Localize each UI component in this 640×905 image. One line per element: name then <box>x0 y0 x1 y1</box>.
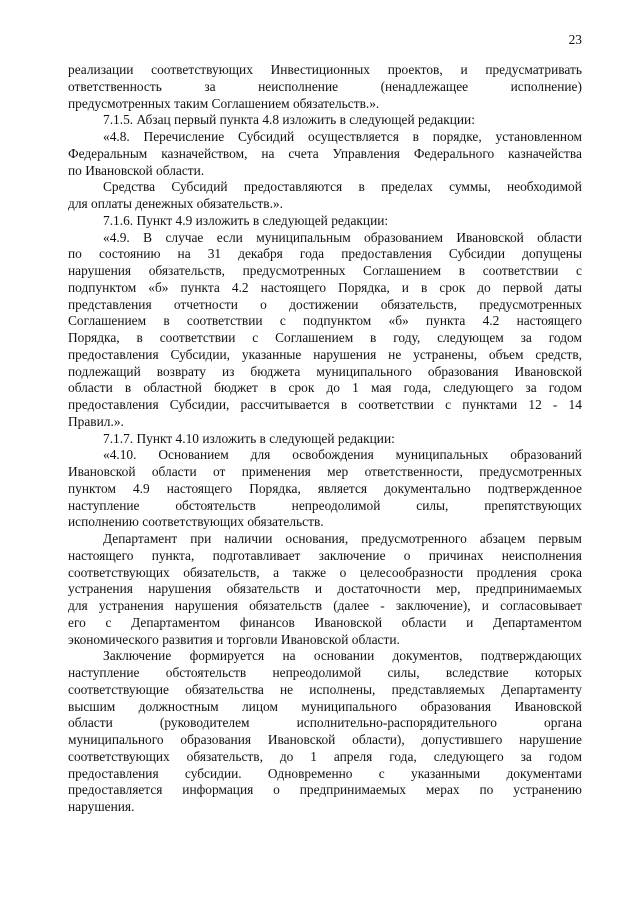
text-line: предоставления Субсидии, рассчитывается в соответствии с пунктами 12 - 14 <box>68 397 582 412</box>
text-line: экономического развития и торговли Ивановской области. <box>68 631 400 647</box>
text-line: муниципального образования Ивановской области), допустившего нарушение <box>68 732 582 747</box>
text-line: для устранения нарушения обязательств (далее - заключение), и согласовывает <box>68 598 582 613</box>
text-line: 7.1.6. Пункт 4.9 изложить в следующей редакции: <box>103 212 389 228</box>
text-line: нарушения обязательств, предусмотренных Соглашением в соответствии с <box>68 263 582 278</box>
text-line: представления отчетности о достижении обязательств, предусмотренных <box>68 296 582 312</box>
paragraph <box>68 179 582 213</box>
paragraph <box>68 447 582 531</box>
paragraph <box>68 213 582 230</box>
text-line: предоставляется информация о предпринимаемых мерах по устранению <box>68 782 582 798</box>
paragraph <box>68 431 582 448</box>
text-line: настоящего пункта, подготавливает заключение о причинах неисполнения <box>68 547 582 563</box>
text-line: предусмотренных таким Соглашением обязательств.». <box>68 95 380 111</box>
paragraph <box>68 112 582 129</box>
text-line: подлежащий возврату из бюджета муниципального образования Ивановской <box>68 363 582 379</box>
text-line: соответствующие обязательства не исполнены, представляемых Департаменту <box>68 681 582 697</box>
paragraph <box>68 129 582 179</box>
page-number: 23 <box>568 32 582 47</box>
text-line: Правил.». <box>68 413 124 429</box>
text-line: пунктом 4.9 настоящего Порядка, является документально подтвержденное <box>68 480 582 496</box>
text-line: Заключение формируется на основании документов, подтверждающих <box>103 648 582 664</box>
text-line: Ивановской области от применения мер ответственности, предусмотренных <box>68 464 582 479</box>
text-line: его с Департаментом финансов Ивановской области и Департаментом <box>68 614 582 630</box>
text-line: предоставления Субсидии, указанные нарушения не устранены, объем средств, <box>68 346 582 362</box>
text-line: Порядка, в соответствии с Соглашением в году, следующем за годом <box>68 330 582 345</box>
text-line: по Ивановской области. <box>68 162 205 178</box>
text-line: соответствующих обязательств, до 1 апреля года, следующего за годом <box>68 748 582 764</box>
text-line: предоставления субсидии. Одновременно с указанными документами <box>68 765 582 781</box>
text-line: 7.1.7. Пункт 4.10 изложить в следующей редакции: <box>103 430 395 446</box>
text-line: «4.8. Перечисление Субсидий осуществляется в порядке, установленном <box>103 129 582 144</box>
text-line: устранения нарушения обязательств и достаточности мер, предпринимаемых <box>68 581 582 597</box>
text-line: области (руководителем исполнительно-распорядительного органа <box>68 715 582 731</box>
text-line: 7.1.5. Абзац первый пункта 4.8 изложить в следующей редакции: <box>103 112 475 128</box>
text-line: нарушения. <box>68 799 135 814</box>
text-line: подпунктом «б» пункта 4.2 настоящего Порядка, и в срок до первой даты <box>68 279 582 295</box>
text-line: «4.10. Основанием для освобождения муниципальных образований <box>103 447 582 463</box>
paragraph <box>68 531 582 648</box>
text-line: реализации соответствующих Инвестиционных проектов, и предусматривать <box>68 62 582 77</box>
text-line: Соглашением в соответствии с подпунктом «б» пункта 4.2 настоящего <box>68 313 582 329</box>
text-line: наступление обстоятельств непреодолимой силы, вследствие которых <box>68 665 582 680</box>
text-line: «4.9. В случае если муниципальным образованием Ивановской области <box>103 229 582 245</box>
text-line: для оплаты денежных обязательств.». <box>68 196 283 211</box>
text-line: исполнению соответствующих обязательств. <box>68 514 324 530</box>
document-body <box>68 62 582 816</box>
paragraph <box>68 648 582 816</box>
paragraph <box>68 230 582 431</box>
paragraph <box>68 62 582 112</box>
text-line: соответствующих обязательств, а также о целесообразности продления срока <box>68 564 582 580</box>
text-line: ответственность за неисполнение (ненадлежащее исполнение) <box>68 78 582 94</box>
text-line: области в областной бюджет в срок до 1 мая года, следующего за годом <box>68 380 582 396</box>
text-line: Федеральным казначейством, на счета Управления Федерального казначейства <box>68 145 582 161</box>
text-line: высшим должностным лицом муниципального образования Ивановской <box>68 698 582 714</box>
text-line: Средства Субсидий предоставляются в пределах суммы, необходимой <box>103 179 582 195</box>
text-line: по состоянию на 31 декабря года предоставления Субсидии допущены <box>68 246 582 262</box>
text-line: наступление обстоятельств непреодолимой силы, препятствующих <box>68 497 582 513</box>
text-line: Департамент при наличии основания, предусмотренного абзацем первым <box>103 531 582 546</box>
